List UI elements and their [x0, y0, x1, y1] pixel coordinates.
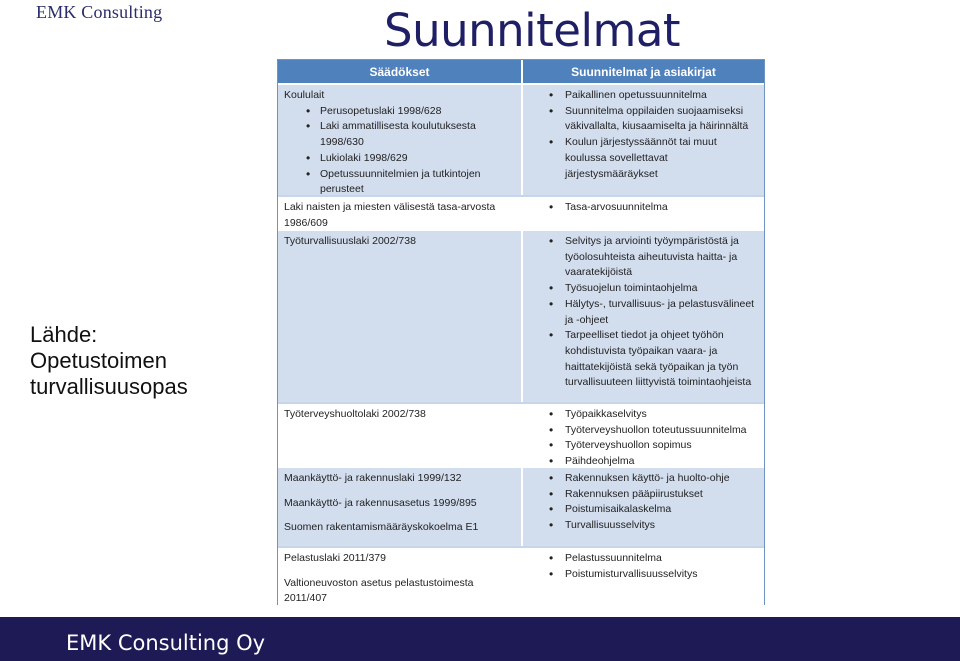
regulation-cell — [278, 468, 523, 546]
column-header-plans: Suunnitelmat ja asiakirjat — [571, 64, 716, 79]
source-line: turvallisuusopas — [30, 374, 188, 399]
plan-cell — [523, 85, 764, 195]
source-note — [30, 322, 188, 400]
list-item: • Rakennuksen pääpiirustukset — [529, 487, 760, 503]
list-item: • Selvitys ja arviointi työympäristöstä ja työolosuhteista aiheutuvista haitta- ja vaaratekijöistä — [529, 234, 760, 281]
list-item: • Opetussuunnitelmien ja tutkintojen perusteet — [284, 167, 517, 198]
spacer — [284, 511, 517, 520]
regulation-title: Työterveyshuoltolaki 2002/738 — [284, 408, 426, 420]
table-row — [278, 546, 764, 612]
regulations-table — [277, 59, 765, 605]
regulation-cell — [278, 548, 523, 612]
source-line: Opetustoimen — [30, 348, 167, 373]
column-header-regulations: Säädökset — [278, 60, 523, 83]
list-item: • Päihdeohjelma — [529, 454, 760, 470]
regulation-cell — [278, 231, 523, 402]
regulation-title: Maankäyttö- ja rakennusasetus 1999/895 — [284, 496, 477, 509]
regulation-title: Maankäyttö- ja rakennuslaki 1999/132 — [284, 472, 462, 484]
source-label: Lähde: — [30, 322, 98, 347]
regulation-cell — [278, 197, 523, 229]
company-logo: EMK Consulting — [36, 2, 163, 22]
table-header — [278, 60, 764, 83]
plan-cell — [523, 548, 764, 612]
regulation-title: Suomen rakentamismääräyskokoelma E1 — [284, 521, 479, 534]
regulation-title: Valtioneuvoston asetus pelastustoimesta 2011/407 — [284, 576, 474, 605]
list-item: • Tasa-arvosuunnitelma — [529, 200, 760, 216]
regulation-title: Pelastuslaki 2011/379 — [284, 552, 386, 564]
list-item: • Laki ammatillisesta koulutuksesta 1998/630 — [284, 119, 517, 150]
list-item: • Suunnitelma oppilaiden suojaamiseksi väkivallalta, kiusaamiselta ja häirinnältä — [529, 104, 760, 135]
regulation-cell — [278, 85, 523, 195]
list-item: • Rakennuksen käyttö- ja huolto-ohje — [529, 471, 760, 487]
list-item: • Perusopetuslaki 1998/628 — [284, 104, 517, 120]
table-row — [278, 466, 764, 546]
list-item: • Pelastussuunnitelma — [529, 551, 760, 567]
list-item: • Lukiolaki 1998/629 — [284, 151, 517, 167]
plan-cell — [523, 468, 764, 546]
footer-bar — [0, 617, 960, 661]
list-item: • Tarpeelliset tiedot ja ohjeet työhön kohdistuvista työpaikan vaara- ja haittatekijöistä sekä työpaikan ja työn turvallisuuteen liittyvistä toimintaohjeista — [529, 328, 760, 391]
regulation-cell — [278, 404, 523, 466]
table-row — [278, 229, 764, 402]
list-item: • Turvallisuusselvitys — [529, 518, 760, 534]
regulation-title: Koululait — [284, 89, 325, 101]
table-row — [278, 195, 764, 229]
page-title: Suunnitelmat — [384, 4, 681, 57]
table-row — [278, 83, 764, 195]
spacer — [284, 487, 517, 496]
list-item: • Paikallinen opetussuunnitelma — [529, 88, 760, 104]
regulation-title: Työturvallisuuslaki 2002/738 — [284, 235, 416, 247]
list-item: • Poistumisturvallisuusselvitys — [529, 567, 760, 583]
plan-cell — [523, 197, 764, 229]
list-item: • Hälytys-, turvallisuus- ja pelastusvälineet ja -ohjeet — [529, 297, 760, 328]
plan-cell — [523, 404, 764, 466]
list-item: • Työpaikkaselvitys — [529, 407, 760, 423]
spacer — [284, 567, 517, 576]
footer-company: EMK Consulting Oy — [66, 631, 266, 655]
list-item: • Työsuojelun toimintaohjelma — [529, 281, 760, 297]
list-item: • Työterveyshuollon sopimus — [529, 438, 760, 454]
table-row — [278, 402, 764, 466]
list-item: • Koulun järjestyssäännöt tai muut koulussa sovellettavat järjestysmääräykset — [529, 135, 760, 182]
plan-cell — [523, 231, 764, 402]
list-item: • Poistumisaikalaskelma — [529, 502, 760, 518]
list-item: • Työterveyshuollon toteutussuunnitelma — [529, 423, 760, 439]
regulation-title: Laki naisten ja miesten välisestä tasa-arvosta 1986/609 — [284, 201, 496, 229]
